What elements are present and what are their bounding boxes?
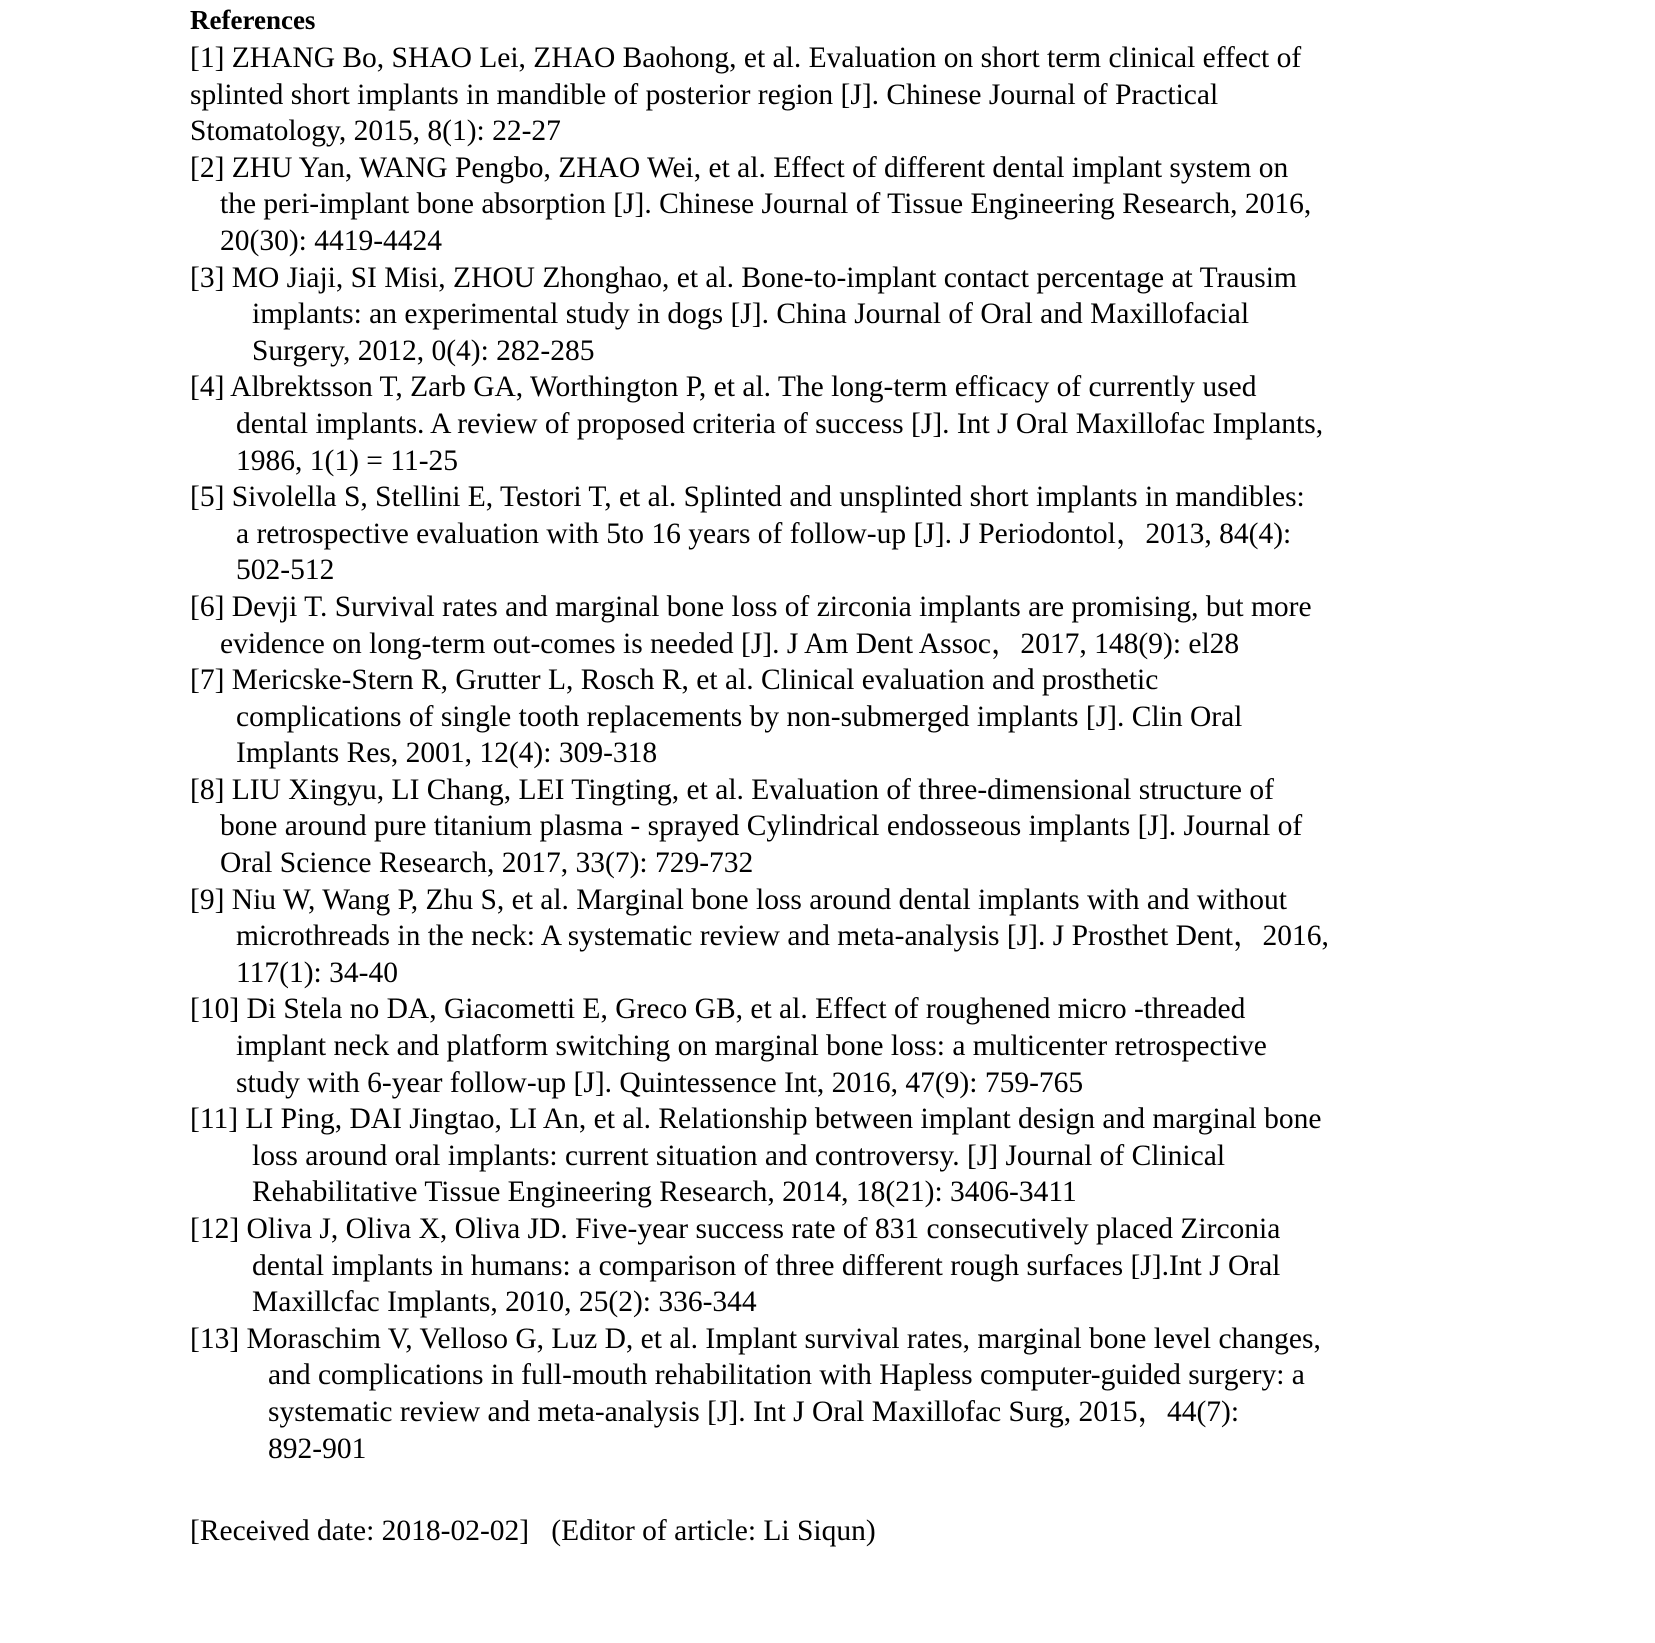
reference-line: Stomatology, 2015, 8(1): 22-27 (190, 115, 561, 148)
reference-line: bone around pure titanium plasma - sprayed Cylindrical endosseous implants [J]. Journal of (220, 810, 1303, 843)
reference-11 (190, 1101, 1420, 1211)
reference-line: 117(1): 34-40 (236, 956, 398, 989)
reference-line: [10] Di Stela no DA, Giacometti E, Greco GB, et al. Effect of roughened micro -threaded (190, 993, 1246, 1026)
reference-line: implant neck and platform switching on marginal bone loss: a multicenter retrospective (236, 1030, 1267, 1063)
reference-line: [11] LI Ping, DAI Jingtao, LI An, et al. Relationship between implant design and marginal bone (190, 1103, 1322, 1136)
reference-line: Oral Science Research, 2017, 33(7): 729-732 (220, 847, 754, 880)
reference-line: loss around oral implants: current situation and controversy. [J] Journal of Clinical (252, 1139, 1226, 1172)
reference-line: [2] ZHU Yan, WANG Pengbo, ZHAO Wei, et al. Effect of different dental implant system on (190, 151, 1289, 184)
article-footer (190, 1513, 876, 1549)
reference-line: evidence on long-term out-comes is needed [J]. J Am Dent Assoc，2017, 148(9): el28 (220, 627, 1240, 660)
reference-line: [6] Devji T. Survival rates and marginal bone loss of zirconia implants are promising, but more (190, 590, 1312, 623)
reference-line: Maxillcfac Implants, 2010, 25(2): 336-344 (252, 1286, 757, 1319)
reference-line: [13] Moraschim V, Velloso G, Luz D, et al. Implant survival rates, marginal bone level changes, (190, 1322, 1321, 1355)
reference-3 (190, 260, 1420, 370)
reference-4 (190, 369, 1420, 479)
reference-line: a retrospective evaluation with 5to 16 years of follow-up [J]. J Periodontol，2013, 84(4): (236, 517, 1292, 550)
reference-line: 892-901 (268, 1432, 367, 1465)
reference-7 (190, 662, 1420, 772)
reference-line: Implants Res, 2001, 12(4): 309-318 (236, 737, 658, 770)
reference-line: study with 6-year follow-up [J]. Quintessence Int, 2016, 47(9): 759-765 (236, 1066, 1084, 1099)
reference-line: microthreads in the neck: A systematic review and meta-analysis [J]. J Prosthet Dent，2016, (236, 920, 1329, 953)
reference-line: dental implants in humans: a comparison of three different rough surfaces [J].Int J Oral (252, 1249, 1281, 1282)
references-heading: References (190, 5, 316, 35)
reference-line: [9] Niu W, Wang P, Zhu S, et al. Marginal bone loss around dental implants with and without (190, 883, 1287, 916)
reference-line: complications of single tooth replacements by non-submerged implants [J]. Clin Oral (236, 700, 1243, 733)
reference-10 (190, 991, 1420, 1101)
received-date: [Received date: 2018-02-02] (190, 1515, 530, 1547)
reference-6 (190, 589, 1420, 662)
reference-line: [5] Sivolella S, Stellini E, Testori T, et al. Splinted and unsplinted short implants in mandibles: (190, 481, 1305, 514)
reference-line: [7] Mericske-Stern R, Grutter L, Rosch R, et al. Clinical evaluation and prosthetic (190, 664, 1159, 697)
reference-line: systematic review and meta-analysis [J]. Int J Oral Maxillofac Surg, 2015，44(7): (268, 1395, 1240, 1428)
reference-line: Surgery, 2012, 0(4): 282-285 (252, 334, 595, 367)
reference-line: 502-512 (236, 554, 335, 587)
reference-9 (190, 882, 1420, 992)
reference-line: the peri-implant bone absorption [J]. Chinese Journal of Tissue Engineering Research, 2016, (220, 188, 1312, 221)
reference-line: [8] LIU Xingyu, LI Chang, LEI Tingting, et al. Evaluation of three-dimensional structure of (190, 773, 1274, 806)
reference-line: splinted short implants in mandible of posterior region [J]. Chinese Journal of Practical (190, 78, 1219, 111)
reference-line: 20(30): 4419-4424 (220, 224, 443, 257)
reference-line: [3] MO Jiaji, SI Misi, ZHOU Zhonghao, et al. Bone-to-implant contact percentage at Trausim (190, 261, 1297, 294)
reference-line: [4] Albrektsson T, Zarb GA, Worthington P, et al. The long-term efficacy of currently used (190, 371, 1257, 404)
reference-13 (190, 1321, 1420, 1467)
reference-5 (190, 479, 1420, 589)
reference-1 (190, 40, 1420, 150)
reference-8 (190, 772, 1420, 882)
reference-line: implants: an experimental study in dogs [J]. China Journal of Oral and Maxillofacial (252, 298, 1250, 331)
reference-line: [12] Oliva J, Oliva X, Oliva JD. Five-year success rate of 831 consecutively placed Zirconia (190, 1213, 1281, 1245)
reference-line: and complications in full-mouth rehabilitation with Hapless computer-guided surgery: a (268, 1359, 1305, 1392)
reference-12 (190, 1211, 1420, 1321)
reference-2 (190, 150, 1420, 260)
reference-line: dental implants. A review of proposed criteria of success [J]. Int J Oral Maxillofac Implants, (236, 407, 1324, 440)
article-editor: (Editor of article: Li Siqun) (551, 1515, 876, 1547)
reference-line: Rehabilitative Tissue Engineering Research, 2014, 18(21): 3406-3411 (252, 1176, 1077, 1209)
reference-line: 1986, 1(1) = 11-25 (236, 444, 459, 477)
references-section (190, 0, 1420, 1467)
reference-line: [1] ZHANG Bo, SHAO Lei, ZHAO Baohong, et al. Evaluation on short term clinical effect of (190, 42, 1302, 74)
